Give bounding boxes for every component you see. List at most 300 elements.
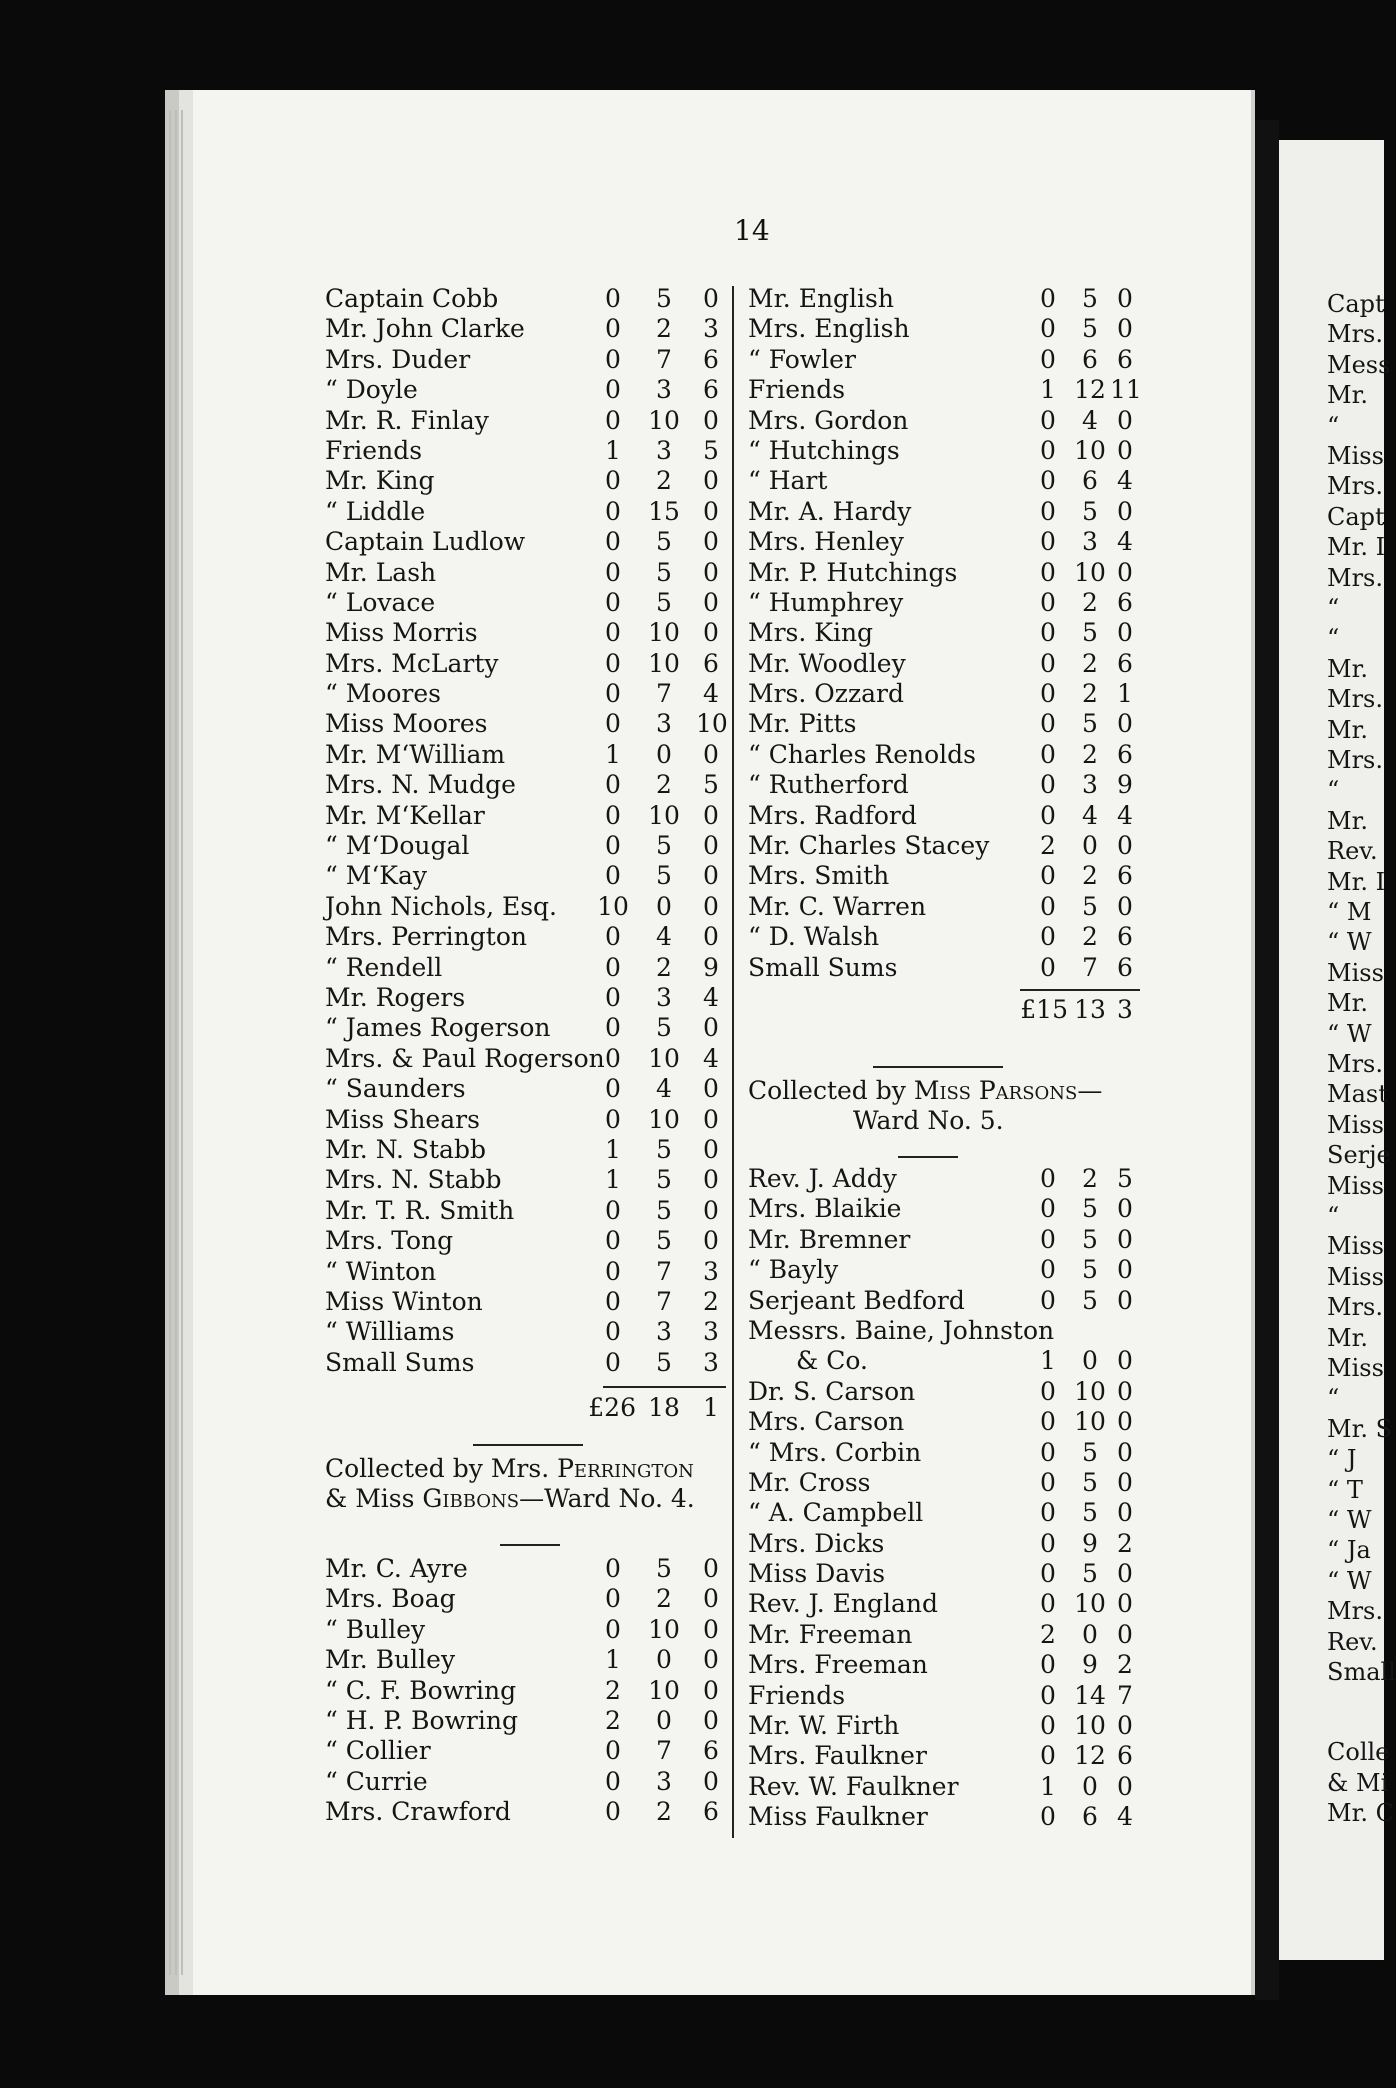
total-rule bbox=[1020, 989, 1140, 991]
amount-shillings: 2 bbox=[656, 1797, 672, 1827]
subscription-entry bbox=[748, 406, 1140, 436]
amount-pounds: 0 bbox=[1040, 1650, 1056, 1680]
amount-pence: 0 bbox=[703, 1584, 719, 1614]
amount-shillings: 5 bbox=[656, 284, 672, 313]
adjacent-page-text: “ T bbox=[1327, 1475, 1363, 1504]
amount-shillings: 5 bbox=[1082, 709, 1098, 739]
subscription-entry bbox=[325, 1736, 726, 1766]
amount-pounds: 0 bbox=[605, 1104, 621, 1134]
amount-pounds: 0 bbox=[605, 284, 621, 313]
amount-pence: 0 bbox=[703, 922, 719, 952]
amount-pence: 0 bbox=[1117, 1498, 1133, 1528]
amount-shillings: 3 bbox=[656, 709, 672, 739]
amount-pounds: 0 bbox=[605, 861, 621, 891]
subscriber-name: “ Winton bbox=[325, 1256, 437, 1286]
amount-pence: 4 bbox=[1117, 800, 1133, 830]
amount-shillings: 10 bbox=[1074, 1407, 1106, 1437]
amount-pounds: 0 bbox=[1040, 344, 1056, 374]
amount-pence: 4 bbox=[1117, 1802, 1133, 1832]
amount-pounds: 10 bbox=[597, 891, 629, 921]
amount-pence: 0 bbox=[1117, 1285, 1133, 1315]
amount-pounds: 1 bbox=[605, 435, 621, 465]
amount-pounds: 0 bbox=[1040, 1802, 1056, 1832]
amount-shillings: 10 bbox=[648, 800, 680, 830]
subscriber-name: Mrs. Ozzard bbox=[748, 679, 904, 709]
subscription-entry bbox=[325, 527, 726, 557]
amount-shillings: 10 bbox=[1074, 1589, 1106, 1619]
adjacent-page-text: “ W bbox=[1327, 1506, 1372, 1534]
amount-pence: 2 bbox=[1117, 1528, 1133, 1558]
adjacent-page-text: “ Ja bbox=[1327, 1536, 1371, 1565]
amount-pounds: 0 bbox=[1040, 557, 1056, 587]
adjacent-page-text: Miss bbox=[1327, 1110, 1384, 1139]
amount-pounds: 0 bbox=[1040, 1194, 1056, 1224]
subscription-entry bbox=[748, 709, 1140, 739]
adjacent-page-text: Mast bbox=[1327, 1080, 1388, 1109]
total-pence: 1 bbox=[703, 1393, 719, 1422]
amount-shillings: 5 bbox=[656, 1165, 672, 1195]
amount-pounds: 0 bbox=[605, 1554, 621, 1583]
subscription-entry bbox=[325, 1767, 726, 1797]
subscription-entry bbox=[325, 1554, 726, 1584]
amount-shillings: 10 bbox=[1074, 435, 1106, 465]
subscription-entry bbox=[748, 1407, 1140, 1437]
adjacent-page-text: Colle bbox=[1327, 1738, 1390, 1767]
adjacent-page-text: Miss bbox=[1327, 958, 1384, 987]
subscriber-name: Mr. W. Firth bbox=[748, 1711, 900, 1741]
subscriber-name: Mr. Bremner bbox=[748, 1224, 911, 1254]
adjacent-page-text: Miss bbox=[1327, 1171, 1384, 1200]
amount-pence: 1 bbox=[1117, 679, 1133, 709]
amount-pounds: 0 bbox=[1040, 1467, 1056, 1497]
amount-pounds: 0 bbox=[1040, 587, 1056, 617]
subscription-entry bbox=[748, 892, 1140, 922]
subscription-entry bbox=[325, 1013, 726, 1043]
amount-pounds: 0 bbox=[1040, 1680, 1056, 1710]
subscription-entry bbox=[748, 1650, 1140, 1680]
amount-pence: 6 bbox=[1117, 1741, 1133, 1771]
subscription-entry bbox=[325, 436, 726, 466]
subscription-entry bbox=[325, 801, 726, 831]
subscriber-name: Captain Cobb bbox=[325, 284, 499, 313]
subscription-entry bbox=[325, 314, 726, 344]
amount-pounds: 0 bbox=[605, 557, 621, 587]
amount-pence: 6 bbox=[703, 1736, 719, 1766]
amount-pounds: 1 bbox=[1040, 375, 1056, 405]
amount-pounds: 0 bbox=[1040, 770, 1056, 800]
subscriber-name: Rev. J. Addy bbox=[748, 1164, 897, 1193]
amount-pounds: 0 bbox=[1040, 1376, 1056, 1406]
section-rule bbox=[473, 1444, 583, 1446]
subscription-entry bbox=[325, 588, 726, 618]
subscriber-name: Mrs. English bbox=[748, 314, 910, 344]
amount-pence: 0 bbox=[703, 1165, 719, 1195]
subscription-entry bbox=[325, 983, 726, 1013]
subscription-entry bbox=[748, 527, 1140, 557]
amount-pence: 4 bbox=[1117, 466, 1133, 496]
subscriber-name: Miss Moores bbox=[325, 709, 488, 739]
subscription-entry bbox=[748, 1681, 1140, 1711]
amount-pounds: 0 bbox=[605, 1256, 621, 1286]
amount-pounds: 0 bbox=[1040, 1711, 1056, 1741]
subscription-entry bbox=[325, 466, 726, 496]
amount-shillings: 10 bbox=[1074, 1711, 1106, 1741]
amount-pounds: 0 bbox=[605, 466, 621, 496]
amount-shillings: 2 bbox=[656, 952, 672, 982]
amount-pence: 0 bbox=[703, 1554, 719, 1583]
amount-pence: 0 bbox=[1117, 1346, 1133, 1376]
amount-pounds: 0 bbox=[605, 648, 621, 678]
subscription-entry bbox=[325, 1797, 726, 1827]
amount-shillings: 5 bbox=[656, 831, 672, 861]
amount-shillings: 3 bbox=[656, 435, 672, 465]
adjacent-page-text: Mr. I bbox=[1327, 867, 1386, 896]
subscriber-name: Mrs. Faulkner bbox=[748, 1741, 927, 1771]
amount-pounds: 0 bbox=[1040, 1528, 1056, 1558]
amount-pounds: 0 bbox=[605, 1226, 621, 1256]
amount-pence: 0 bbox=[703, 1013, 719, 1043]
subscription-entry bbox=[325, 861, 726, 891]
subscription-entry bbox=[748, 1194, 1140, 1224]
subscription-entry bbox=[325, 375, 726, 405]
amount-shillings: 3 bbox=[1082, 527, 1098, 557]
adjacent-page-text: Mess bbox=[1327, 350, 1391, 379]
amount-pounds: 1 bbox=[605, 739, 621, 769]
subscription-entry bbox=[325, 1584, 726, 1614]
amount-shillings: 7 bbox=[656, 344, 672, 374]
amount-shillings: 5 bbox=[1082, 1498, 1098, 1528]
page-edge-line bbox=[181, 110, 183, 1975]
amount-pence: 4 bbox=[703, 679, 719, 709]
amount-shillings: 4 bbox=[1082, 405, 1098, 435]
subscription-entry bbox=[748, 375, 1140, 405]
heading-collector: Perrington bbox=[557, 1454, 694, 1483]
amount-pence: 0 bbox=[703, 1134, 719, 1164]
subscription-entry bbox=[748, 1529, 1140, 1559]
amount-pounds: 0 bbox=[605, 1584, 621, 1614]
amount-pence: 3 bbox=[703, 1256, 719, 1286]
subscription-entry bbox=[748, 1438, 1140, 1468]
heading-ward: —Ward No. 4. bbox=[519, 1484, 695, 1513]
subscription-list bbox=[748, 1164, 1140, 1833]
amount-pence: 0 bbox=[703, 1766, 719, 1796]
amount-pounds: 0 bbox=[605, 1074, 621, 1104]
amount-pence: 0 bbox=[1117, 435, 1133, 465]
amount-pounds: 0 bbox=[605, 496, 621, 526]
amount-pence: 2 bbox=[1117, 1650, 1133, 1680]
amount-pounds: 1 bbox=[605, 1134, 621, 1164]
subscription-entry bbox=[325, 284, 726, 314]
amount-shillings: 3 bbox=[1082, 770, 1098, 800]
subscription-entry bbox=[325, 1135, 726, 1165]
amount-shillings: 10 bbox=[648, 1614, 680, 1644]
amount-pounds: 0 bbox=[605, 709, 621, 739]
amount-pounds: 0 bbox=[1040, 314, 1056, 344]
amount-pounds: 0 bbox=[1040, 284, 1056, 313]
amount-shillings: 5 bbox=[1082, 1224, 1098, 1254]
left-column bbox=[325, 284, 728, 1827]
adjacent-page-text: Mrs. bbox=[1327, 1293, 1383, 1322]
amount-pounds: 0 bbox=[1040, 1498, 1056, 1528]
amount-pounds: 0 bbox=[605, 800, 621, 830]
subscriber-name: Miss Faulkner bbox=[748, 1802, 928, 1832]
amount-pence: 0 bbox=[703, 891, 719, 921]
amount-shillings: 5 bbox=[656, 1226, 672, 1256]
amount-pence: 5 bbox=[1117, 1164, 1133, 1193]
amount-pence: 6 bbox=[1117, 648, 1133, 678]
subscription-entry bbox=[748, 861, 1140, 891]
subscriber-name: “ A. Campbell bbox=[748, 1498, 924, 1528]
amount-shillings: 15 bbox=[648, 496, 680, 526]
amount-shillings: 5 bbox=[1082, 1285, 1098, 1315]
subscription-entry bbox=[325, 497, 726, 527]
amount-pence: 0 bbox=[703, 405, 719, 435]
total-pounds: £15 bbox=[1020, 995, 1068, 1024]
amount-shillings: 0 bbox=[1082, 1619, 1098, 1649]
adjacent-page-text: Mrs. bbox=[1327, 472, 1383, 501]
amount-pounds: 0 bbox=[1040, 1559, 1056, 1589]
amount-shillings: 5 bbox=[1082, 1437, 1098, 1467]
amount-pounds: 0 bbox=[1040, 952, 1056, 982]
amount-pence: 4 bbox=[1117, 527, 1133, 557]
amount-pence: 0 bbox=[1117, 314, 1133, 344]
amount-shillings: 0 bbox=[1082, 1346, 1098, 1376]
amount-shillings: 4 bbox=[656, 1074, 672, 1104]
page-number: 14 bbox=[734, 214, 770, 247]
amount-pounds: 0 bbox=[605, 344, 621, 374]
amount-pence: 4 bbox=[703, 1043, 719, 1073]
amount-pounds: 0 bbox=[605, 405, 621, 435]
subscription-entry bbox=[748, 1741, 1140, 1771]
amount-shillings: 5 bbox=[1082, 1194, 1098, 1224]
amount-shillings: 7 bbox=[656, 679, 672, 709]
subscription-entry bbox=[325, 345, 726, 375]
amount-pence: 0 bbox=[703, 587, 719, 617]
adjacent-page-text: Capt bbox=[1327, 290, 1385, 318]
subscriber-name: Mr. R. Finlay bbox=[325, 405, 489, 435]
amount-pence: 0 bbox=[703, 1226, 719, 1256]
amount-pence: 0 bbox=[703, 618, 719, 648]
heading-text: Collected by Mrs. bbox=[325, 1454, 558, 1483]
amount-pounds: 0 bbox=[1040, 466, 1056, 496]
subscriber-name: “ Fowler bbox=[748, 344, 856, 374]
heading-text: Collected by bbox=[748, 1076, 914, 1105]
amount-pence: 0 bbox=[1117, 1194, 1133, 1224]
heading-collector: Gibbons bbox=[422, 1484, 520, 1513]
amount-pounds: 0 bbox=[1040, 679, 1056, 709]
section-rule bbox=[500, 1544, 560, 1546]
amount-shillings: 7 bbox=[656, 1736, 672, 1766]
adjacent-page-text: “ bbox=[1327, 1202, 1340, 1230]
amount-shillings: 3 bbox=[656, 375, 672, 405]
amount-shillings: 2 bbox=[1082, 922, 1098, 952]
subscriber-name: Mrs. Boag bbox=[325, 1584, 456, 1614]
amount-pounds: 0 bbox=[1040, 1589, 1056, 1619]
amount-pence: 0 bbox=[1117, 1437, 1133, 1467]
adjacent-page-text: “ bbox=[1327, 776, 1340, 805]
subscriber-name: Mrs. McLarty bbox=[325, 648, 499, 678]
subscriber-name: Mr. Pitts bbox=[748, 709, 857, 739]
adjacent-page-text: & Mi bbox=[1327, 1768, 1389, 1797]
amount-pounds: 0 bbox=[605, 770, 621, 800]
subscription-entry bbox=[325, 1196, 726, 1226]
amount-pounds: 0 bbox=[605, 1614, 621, 1644]
subscription-entry bbox=[748, 345, 1140, 375]
amount-shillings: 2 bbox=[1082, 739, 1098, 769]
adjacent-page-fragment bbox=[1279, 140, 1396, 1960]
amount-shillings: 5 bbox=[1082, 496, 1098, 526]
adjacent-page-text: Mrs. bbox=[1327, 1597, 1383, 1626]
subscriber-name: Mr. John Clarke bbox=[325, 314, 525, 344]
amount-pence: 0 bbox=[1117, 1255, 1133, 1285]
amount-shillings: 7 bbox=[1082, 952, 1098, 982]
amount-pounds: 0 bbox=[605, 1013, 621, 1043]
amount-pounds: 2 bbox=[605, 1705, 621, 1735]
amount-shillings: 10 bbox=[648, 405, 680, 435]
subscription-entry bbox=[748, 1589, 1140, 1619]
amount-pounds: 0 bbox=[1040, 1407, 1056, 1437]
subscription-entry bbox=[748, 1711, 1140, 1741]
subscription-entry bbox=[748, 1346, 1140, 1376]
subscription-entry bbox=[325, 831, 726, 861]
amount-pence: 6 bbox=[1117, 861, 1133, 891]
subscription-entry bbox=[748, 770, 1140, 800]
amount-shillings: 5 bbox=[656, 1347, 672, 1377]
subscription-entry bbox=[325, 953, 726, 983]
amount-pence: 0 bbox=[1117, 1407, 1133, 1437]
amount-shillings: 10 bbox=[1074, 557, 1106, 587]
ward-total bbox=[325, 1390, 726, 1426]
amount-pounds: 1 bbox=[1040, 1771, 1056, 1801]
subscriber-name: Small Sums bbox=[748, 952, 898, 982]
subscription-entry bbox=[325, 1287, 726, 1317]
amount-shillings: 3 bbox=[656, 1317, 672, 1347]
total-shillings: 13 bbox=[1074, 995, 1106, 1024]
book-gutter bbox=[1255, 120, 1279, 2000]
subscriber-name: Mrs. Crawford bbox=[325, 1797, 511, 1827]
subscription-entry bbox=[748, 953, 1140, 983]
subscriber-name: Mrs. Perrington bbox=[325, 922, 527, 952]
amount-shillings: 4 bbox=[656, 922, 672, 952]
subscriber-name: Rev. W. Faulkner bbox=[748, 1771, 959, 1801]
adjacent-page-text: Rev. bbox=[1327, 1627, 1378, 1656]
amount-pence: 6 bbox=[1117, 952, 1133, 982]
subscriber-name: “ Rutherford bbox=[748, 770, 909, 800]
amount-shillings: 2 bbox=[656, 1584, 672, 1614]
adjacent-page-text: “ W bbox=[1327, 1566, 1372, 1595]
subscriber-name: Mr. Bulley bbox=[325, 1645, 456, 1675]
subscriber-name: “ Lovace bbox=[325, 587, 436, 617]
subscriber-name: Mr. C. Ayre bbox=[325, 1554, 468, 1583]
subscription-entry bbox=[748, 922, 1140, 952]
amount-pence: 0 bbox=[703, 1104, 719, 1134]
amount-pounds: 2 bbox=[1040, 831, 1056, 861]
adjacent-page-text: Serje bbox=[1327, 1141, 1391, 1170]
amount-pence: 2 bbox=[703, 1286, 719, 1316]
adjacent-page-text: Mrs. bbox=[1327, 563, 1383, 592]
amount-shillings: 4 bbox=[1082, 800, 1098, 830]
amount-pounds: 0 bbox=[605, 1043, 621, 1073]
subscriber-name: Miss Winton bbox=[325, 1286, 483, 1316]
section-rule bbox=[873, 1066, 1003, 1068]
subscriber-name: “ Hutchings bbox=[748, 435, 900, 465]
amount-pence: 4 bbox=[703, 982, 719, 1012]
amount-pounds: 0 bbox=[1040, 435, 1056, 465]
adjacent-page-text: “ W bbox=[1327, 928, 1372, 957]
section-heading: Ward No. 5. bbox=[853, 1106, 1004, 1135]
subscriber-name: Mr. A. Hardy bbox=[748, 496, 912, 526]
amount-pounds: 0 bbox=[605, 1317, 621, 1347]
section-heading bbox=[325, 1454, 694, 1484]
amount-shillings: 5 bbox=[656, 1134, 672, 1164]
page-edge-line bbox=[175, 110, 177, 1975]
amount-shillings: 2 bbox=[1082, 587, 1098, 617]
amount-pounds: 0 bbox=[605, 679, 621, 709]
subscriber-name: “ D. Walsh bbox=[748, 922, 880, 952]
subscriber-name: “ C. F. Bowring bbox=[325, 1675, 517, 1705]
heading-dash: — bbox=[1077, 1076, 1103, 1105]
subscriber-name: Mr. N. Stabb bbox=[325, 1134, 486, 1164]
subscriber-name: “ Williams bbox=[325, 1317, 455, 1347]
subscriber-name: “ Collier bbox=[325, 1736, 431, 1766]
ward-total bbox=[748, 992, 1140, 1028]
heading-text: & Miss bbox=[325, 1484, 423, 1513]
subscriber-name: Serjeant Bedford bbox=[748, 1285, 965, 1315]
amount-pounds: 0 bbox=[1040, 922, 1056, 952]
subscription-entry bbox=[325, 770, 726, 800]
amount-pence: 0 bbox=[1117, 709, 1133, 739]
subscription-entry bbox=[325, 558, 726, 588]
adjacent-page-text: Miss bbox=[1327, 1354, 1384, 1382]
subscriber-name: “ Currie bbox=[325, 1766, 428, 1796]
adjacent-page-text: Capt bbox=[1327, 502, 1385, 531]
amount-shillings: 5 bbox=[1082, 891, 1098, 921]
total-rule bbox=[603, 1386, 726, 1388]
adjacent-page-text: Mr. bbox=[1327, 1323, 1369, 1352]
subscriber-name: Friends bbox=[325, 435, 423, 465]
subscriber-name: Mr. M‘William bbox=[325, 739, 506, 769]
subscriber-name: Mr. English bbox=[748, 284, 894, 313]
subscriber-name: John Nichols, Esq. bbox=[325, 891, 557, 921]
subscription-list bbox=[748, 284, 1140, 983]
amount-pence: 0 bbox=[1117, 831, 1133, 861]
subscription-entry bbox=[325, 1615, 726, 1645]
amount-shillings: 5 bbox=[656, 1013, 672, 1043]
adjacent-page-text: Miss bbox=[1327, 1262, 1384, 1291]
subscriber-name: Mrs. Carson bbox=[748, 1407, 905, 1437]
subscription-entry bbox=[748, 1225, 1140, 1255]
subscription-entry bbox=[748, 1620, 1140, 1650]
amount-pounds: 0 bbox=[605, 831, 621, 861]
amount-shillings: 10 bbox=[648, 1043, 680, 1073]
subscription-entry bbox=[748, 436, 1140, 466]
adjacent-page-text: “ M bbox=[1327, 898, 1372, 926]
amount-shillings: 12 bbox=[1074, 375, 1106, 405]
subscription-entry bbox=[325, 406, 726, 436]
total-shillings: 18 bbox=[648, 1393, 680, 1422]
amount-pounds: 0 bbox=[605, 1195, 621, 1225]
amount-pounds: 0 bbox=[605, 982, 621, 1012]
subscription-entry bbox=[748, 1164, 1140, 1194]
amount-shillings: 7 bbox=[656, 1286, 672, 1316]
amount-pence: 5 bbox=[703, 435, 719, 465]
amount-pounds: 0 bbox=[605, 1347, 621, 1377]
subscription-entry bbox=[748, 1377, 1140, 1407]
amount-shillings: 0 bbox=[656, 1645, 672, 1675]
amount-pence: 0 bbox=[703, 861, 719, 891]
subscriber-name: & Co. bbox=[796, 1346, 868, 1376]
amount-pence: 7 bbox=[1117, 1680, 1133, 1710]
